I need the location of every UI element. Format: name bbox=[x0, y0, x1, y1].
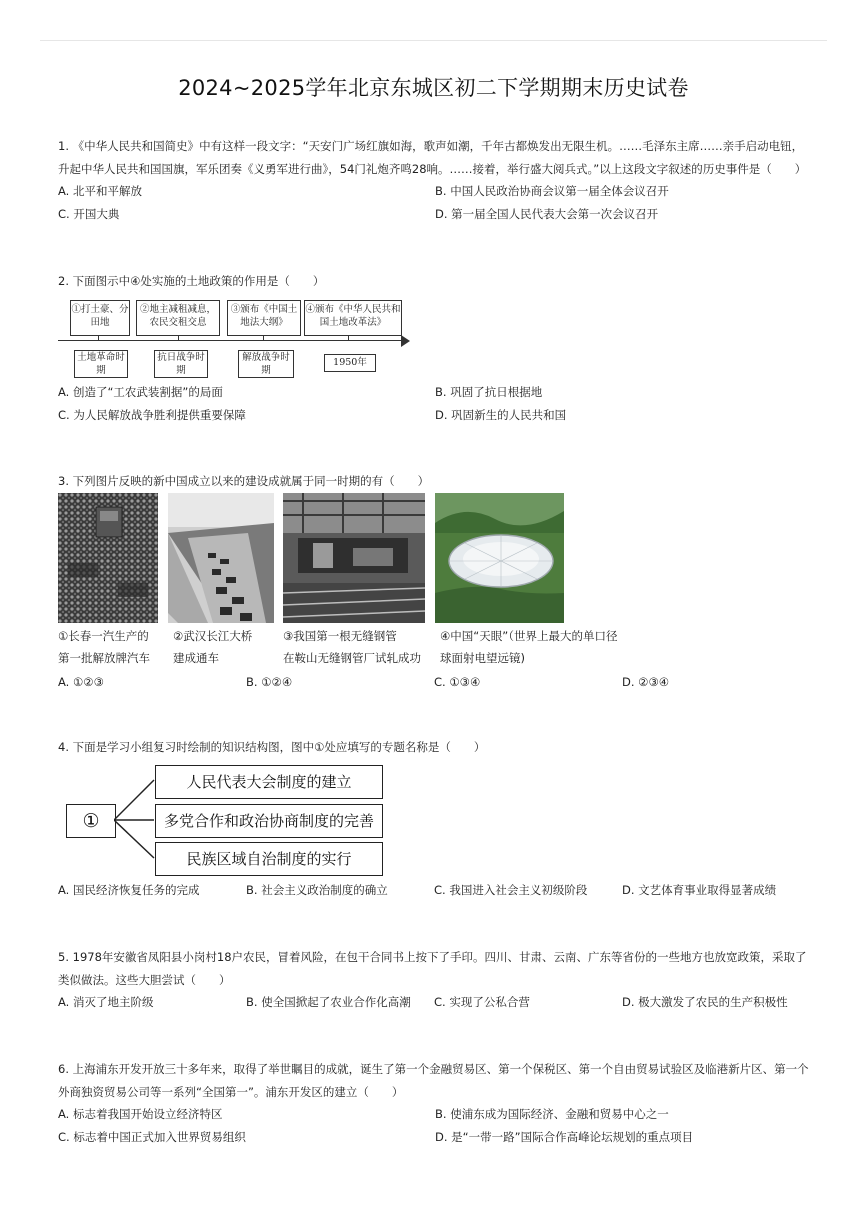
photo-1-caption-line1: ①长春一汽生产的 bbox=[58, 629, 149, 643]
question-3-stem: 3. 下列图片反映的新中国成立以来的建设成就属于同一时期的有（ ） bbox=[58, 474, 430, 488]
question-5-option-b[interactable]: B. 使全国掀起了农业合作化高潮 bbox=[246, 995, 411, 1009]
question-6-stem: 6. 上海浦东开发开放三十多年来，取得了举世瞩目的成就，诞生了第一个金融贸易区、第一个保税区、第一个自由贸易试验区及临港新片区、第一个外商独资贸易公司等一系列“全国第一”。浦东开发区的建立（ ） bbox=[58, 1062, 809, 1099]
photo-3-caption-line1: ③我国第一根无缝钢管 bbox=[283, 629, 397, 643]
question-6-option-b[interactable]: B. 使浦东成为国际经济、金融和贸易中心之一 bbox=[435, 1107, 669, 1121]
photo-3-caption-line2: 在鞍山无缝钢管厂试轧成功 bbox=[283, 651, 421, 665]
question-4-stem: 4. 下面是学习小组复习时绘制的知识结构图，图中①处应填写的专题名称是（ ） bbox=[58, 740, 486, 754]
photo-1-caption-line2: 第一批解放牌汽车 bbox=[58, 651, 150, 665]
diagram-connectors bbox=[114, 763, 156, 878]
question-5-stem: 5. 1978年安徽省凤阳县小岗村18户农民，冒着风险，在包干合同书上按下了手印。四川、甘肃、云南、广东等省份的一些地方也放宽政策，采取了类似做法。这些大胆尝试（ ） bbox=[58, 950, 807, 987]
diagram-item-1: 人民代表大会制度的建立 bbox=[155, 765, 383, 799]
photo-4-caption-line2: 球面射电望远镜) bbox=[440, 651, 525, 665]
timeline-period-2: 抗日战争时期 bbox=[154, 350, 208, 378]
question-5-option-a[interactable]: A. 消灭了地主阶级 bbox=[58, 995, 154, 1009]
timeline-policy-4: ④颁布《中华人民共和国土地改革法》 bbox=[304, 300, 402, 336]
knowledge-structure-diagram bbox=[66, 763, 386, 878]
question-2-option-a[interactable]: A. 创造了“工农武装割据”的局面 bbox=[58, 385, 223, 399]
timeline-policy-3: ③颁布《中国土地法大纲》 bbox=[227, 300, 301, 336]
diagram-item-2: 多党合作和政治协商制度的完善 bbox=[155, 804, 383, 838]
question-2-option-c[interactable]: C. 为人民解放战争胜利提供重要保障 bbox=[58, 408, 246, 422]
question-2-option-d[interactable]: D. 巩固新生的人民共和国 bbox=[435, 408, 567, 422]
timeline-period-3: 解放战争时期 bbox=[238, 350, 294, 378]
timeline-period-4: 1950年 bbox=[324, 354, 376, 372]
question-3-option-a[interactable]: A. ①②③ bbox=[58, 675, 104, 689]
question-1-option-a[interactable]: A. 北平和平解放 bbox=[58, 184, 142, 198]
question-4-option-a[interactable]: A. 国民经济恢复任务的完成 bbox=[58, 883, 200, 897]
land-policy-timeline bbox=[58, 298, 413, 380]
question-1-stem: 1. 《中华人民共和国简史》中有这样一段文字：“天安门广场红旗如海，歌声如潮，千年古都焕发出无限生机。……毛泽东主席……亲手启动电钮，升起中华人民共和国国旗，军乐团奏《义勇军进行曲》，54门礼炮齐鸣28响。……接着，举行盛大阅兵式。”以上这段文字叙述的历史事件是（ ） bbox=[58, 139, 807, 176]
photo-wuhan-bridge bbox=[168, 493, 274, 623]
timeline-tick bbox=[98, 335, 99, 341]
question-1-option-c[interactable]: C. 开国大典 bbox=[58, 207, 120, 221]
question-3-option-c[interactable]: C. ①③④ bbox=[434, 675, 481, 689]
question-2-option-b[interactable]: B. 巩固了抗日根据地 bbox=[435, 385, 543, 399]
timeline-policy-1: ①打土豪、分田地 bbox=[70, 300, 130, 336]
timeline-arrow-icon bbox=[401, 335, 410, 347]
exam-title: 2024~2025学年北京东城区初二下学期期末历史试卷 bbox=[178, 76, 689, 100]
question-2-stem: 2. 下面图示中④处实施的土地政策的作用是（ ） bbox=[58, 274, 325, 288]
timeline-tick bbox=[348, 335, 349, 341]
diagram-item-3: 民族区域自治制度的实行 bbox=[155, 842, 383, 876]
timeline-policy-2: ②地主减租减息，农民交租交息 bbox=[136, 300, 220, 336]
question-3-option-b[interactable]: B. ①②④ bbox=[246, 675, 293, 689]
question-4-option-c[interactable]: C. 我国进入社会主义初级阶段 bbox=[434, 883, 588, 897]
header-divider bbox=[40, 40, 827, 41]
photo-fast-telescope bbox=[435, 493, 564, 623]
question-3-option-d[interactable]: D. ②③④ bbox=[622, 675, 670, 689]
timeline-tick bbox=[263, 335, 264, 341]
photo-jiefang-trucks bbox=[58, 493, 158, 623]
diagram-root-box: ① bbox=[66, 804, 116, 838]
question-1-option-b[interactable]: B. 中国人民政治协商会议第一届全体会议召开 bbox=[435, 184, 669, 198]
question-5-option-d[interactable]: D. 极大激发了农民的生产积极性 bbox=[622, 995, 788, 1009]
timeline-tick bbox=[178, 335, 179, 341]
photo-seamless-steel-pipe bbox=[283, 493, 425, 623]
timeline-period-1: 土地革命时期 bbox=[74, 350, 128, 378]
photo-4-caption-line1: ④中国“天眼”（世界上最大的单口径 bbox=[440, 629, 618, 643]
question-6-option-d[interactable]: D. 是“一带一路”国际合作高峰论坛规划的重点项目 bbox=[435, 1130, 694, 1144]
question-4-option-b[interactable]: B. 社会主义政治制度的确立 bbox=[246, 883, 388, 897]
question-6-option-c[interactable]: C. 标志着中国正式加入世界贸易组织 bbox=[58, 1130, 246, 1144]
photo-2-caption-line2: 建成通车 bbox=[173, 651, 219, 665]
photo-2-caption-line1: ②武汉长江大桥 bbox=[173, 629, 253, 643]
question-5-option-c[interactable]: C. 实现了公私合营 bbox=[434, 995, 530, 1009]
timeline-axis bbox=[58, 340, 403, 341]
question-6-option-a[interactable]: A. 标志着我国开始设立经济特区 bbox=[58, 1107, 223, 1121]
question-4-option-d[interactable]: D. 文艺体育事业取得显著成绩 bbox=[622, 883, 777, 897]
question-1-option-d[interactable]: D. 第一届全国人民代表大会第一次会议召开 bbox=[435, 207, 659, 221]
